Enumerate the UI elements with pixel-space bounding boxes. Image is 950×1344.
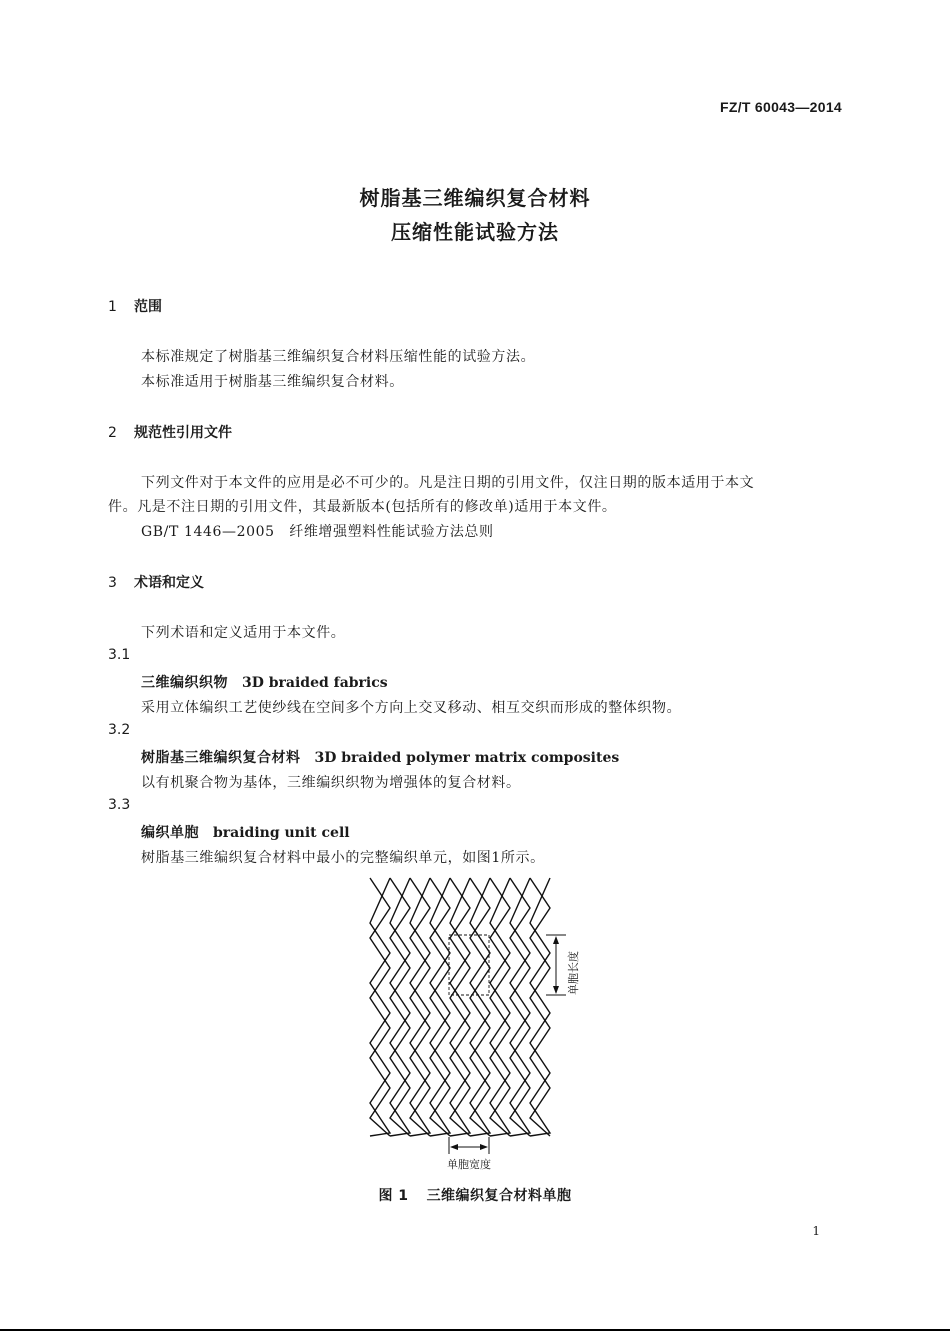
unit-cell-width-dimension <box>449 1137 489 1154</box>
braid-yarn-path <box>390 878 410 1136</box>
standard-code: FZ/T 60043—2014 <box>719 99 842 115</box>
braid-yarn-path <box>430 878 450 1136</box>
section-number: 2 <box>108 425 117 441</box>
term-chinese: 三维编织织物 <box>141 675 228 691</box>
braid-yarn-path <box>450 878 470 1136</box>
section-3-intro: 下列术语和定义适用于本文件。 <box>141 625 346 641</box>
page-bottom-rule <box>0 1329 950 1331</box>
document-title-line2: 压缩性能试验方法 <box>391 220 559 244</box>
term-definition: 树脂基三维编织复合材料中最小的完整编织单元，如图1所示。 <box>141 850 545 866</box>
braid-yarn-path <box>530 878 550 1136</box>
braid-yarn-path <box>490 878 510 1136</box>
term-chinese: 编织单胞 <box>141 825 199 841</box>
braid-pattern <box>370 878 550 1136</box>
term-english: braiding unit cell <box>213 825 350 841</box>
section-2-paragraph-line2: 件。凡是不注日期的引用文件，其最新版本(包括所有的修改单)适用于本文件。 <box>108 499 617 515</box>
section-title: 范围 <box>134 299 162 315</box>
term-definition: 采用立体编织工艺使纱线在空间多个方向上交叉移动、相互交织而形成的整体织物。 <box>141 700 682 716</box>
term-number: 3.1 <box>108 647 131 663</box>
section-1-paragraph-1: 本标准规定了树脂基三维编织复合材料压缩性能的试验方法。 <box>141 349 536 365</box>
term-chinese: 树脂基三维编织复合材料 <box>141 750 301 766</box>
term-number: 3.2 <box>108 722 131 738</box>
document-title-line1: 树脂基三维编织复合材料 <box>359 186 591 210</box>
figure-caption-text: 三维编织复合材料单胞 <box>426 1188 572 1204</box>
section-number: 1 <box>108 299 117 315</box>
unit-cell-length-dimension <box>546 935 566 995</box>
section-1-paragraph-2: 本标准适用于树脂基三维编织复合材料。 <box>141 374 404 390</box>
page-number: 1 <box>812 1224 820 1238</box>
braid-yarn-path <box>410 878 430 1136</box>
figure-number: 图 1 <box>378 1188 409 1204</box>
unit-cell-outline <box>449 935 489 995</box>
braid-yarn-path <box>370 878 390 1136</box>
section-title: 规范性引用文件 <box>134 425 232 441</box>
figure-caption <box>0 1185 950 1205</box>
section-title: 术语和定义 <box>134 575 204 591</box>
term-definition: 以有机聚合物为基体，三维编织织物为增强体的复合材料。 <box>141 775 521 791</box>
unit-cell-length-label: 单胞长度 <box>567 951 580 995</box>
term-number: 3.3 <box>108 797 131 813</box>
section-2-paragraph-line1: 下列文件对于本文件的应用是必不可少的。凡是注日期的引用文件，仅注日期的版本适用于本文 <box>141 475 755 491</box>
braid-yarn-path <box>510 878 530 1136</box>
braid-yarn-path <box>470 878 490 1136</box>
section-number: 3 <box>108 575 117 591</box>
normative-reference: GB/T 1446—2005 纤维增强塑料性能试验方法总则 <box>141 524 494 540</box>
term-english: 3D braided fabrics <box>242 675 388 691</box>
unit-cell-width-label: 单胞宽度 <box>447 1158 491 1171</box>
term-english: 3D braided polymer matrix composites <box>314 750 620 766</box>
